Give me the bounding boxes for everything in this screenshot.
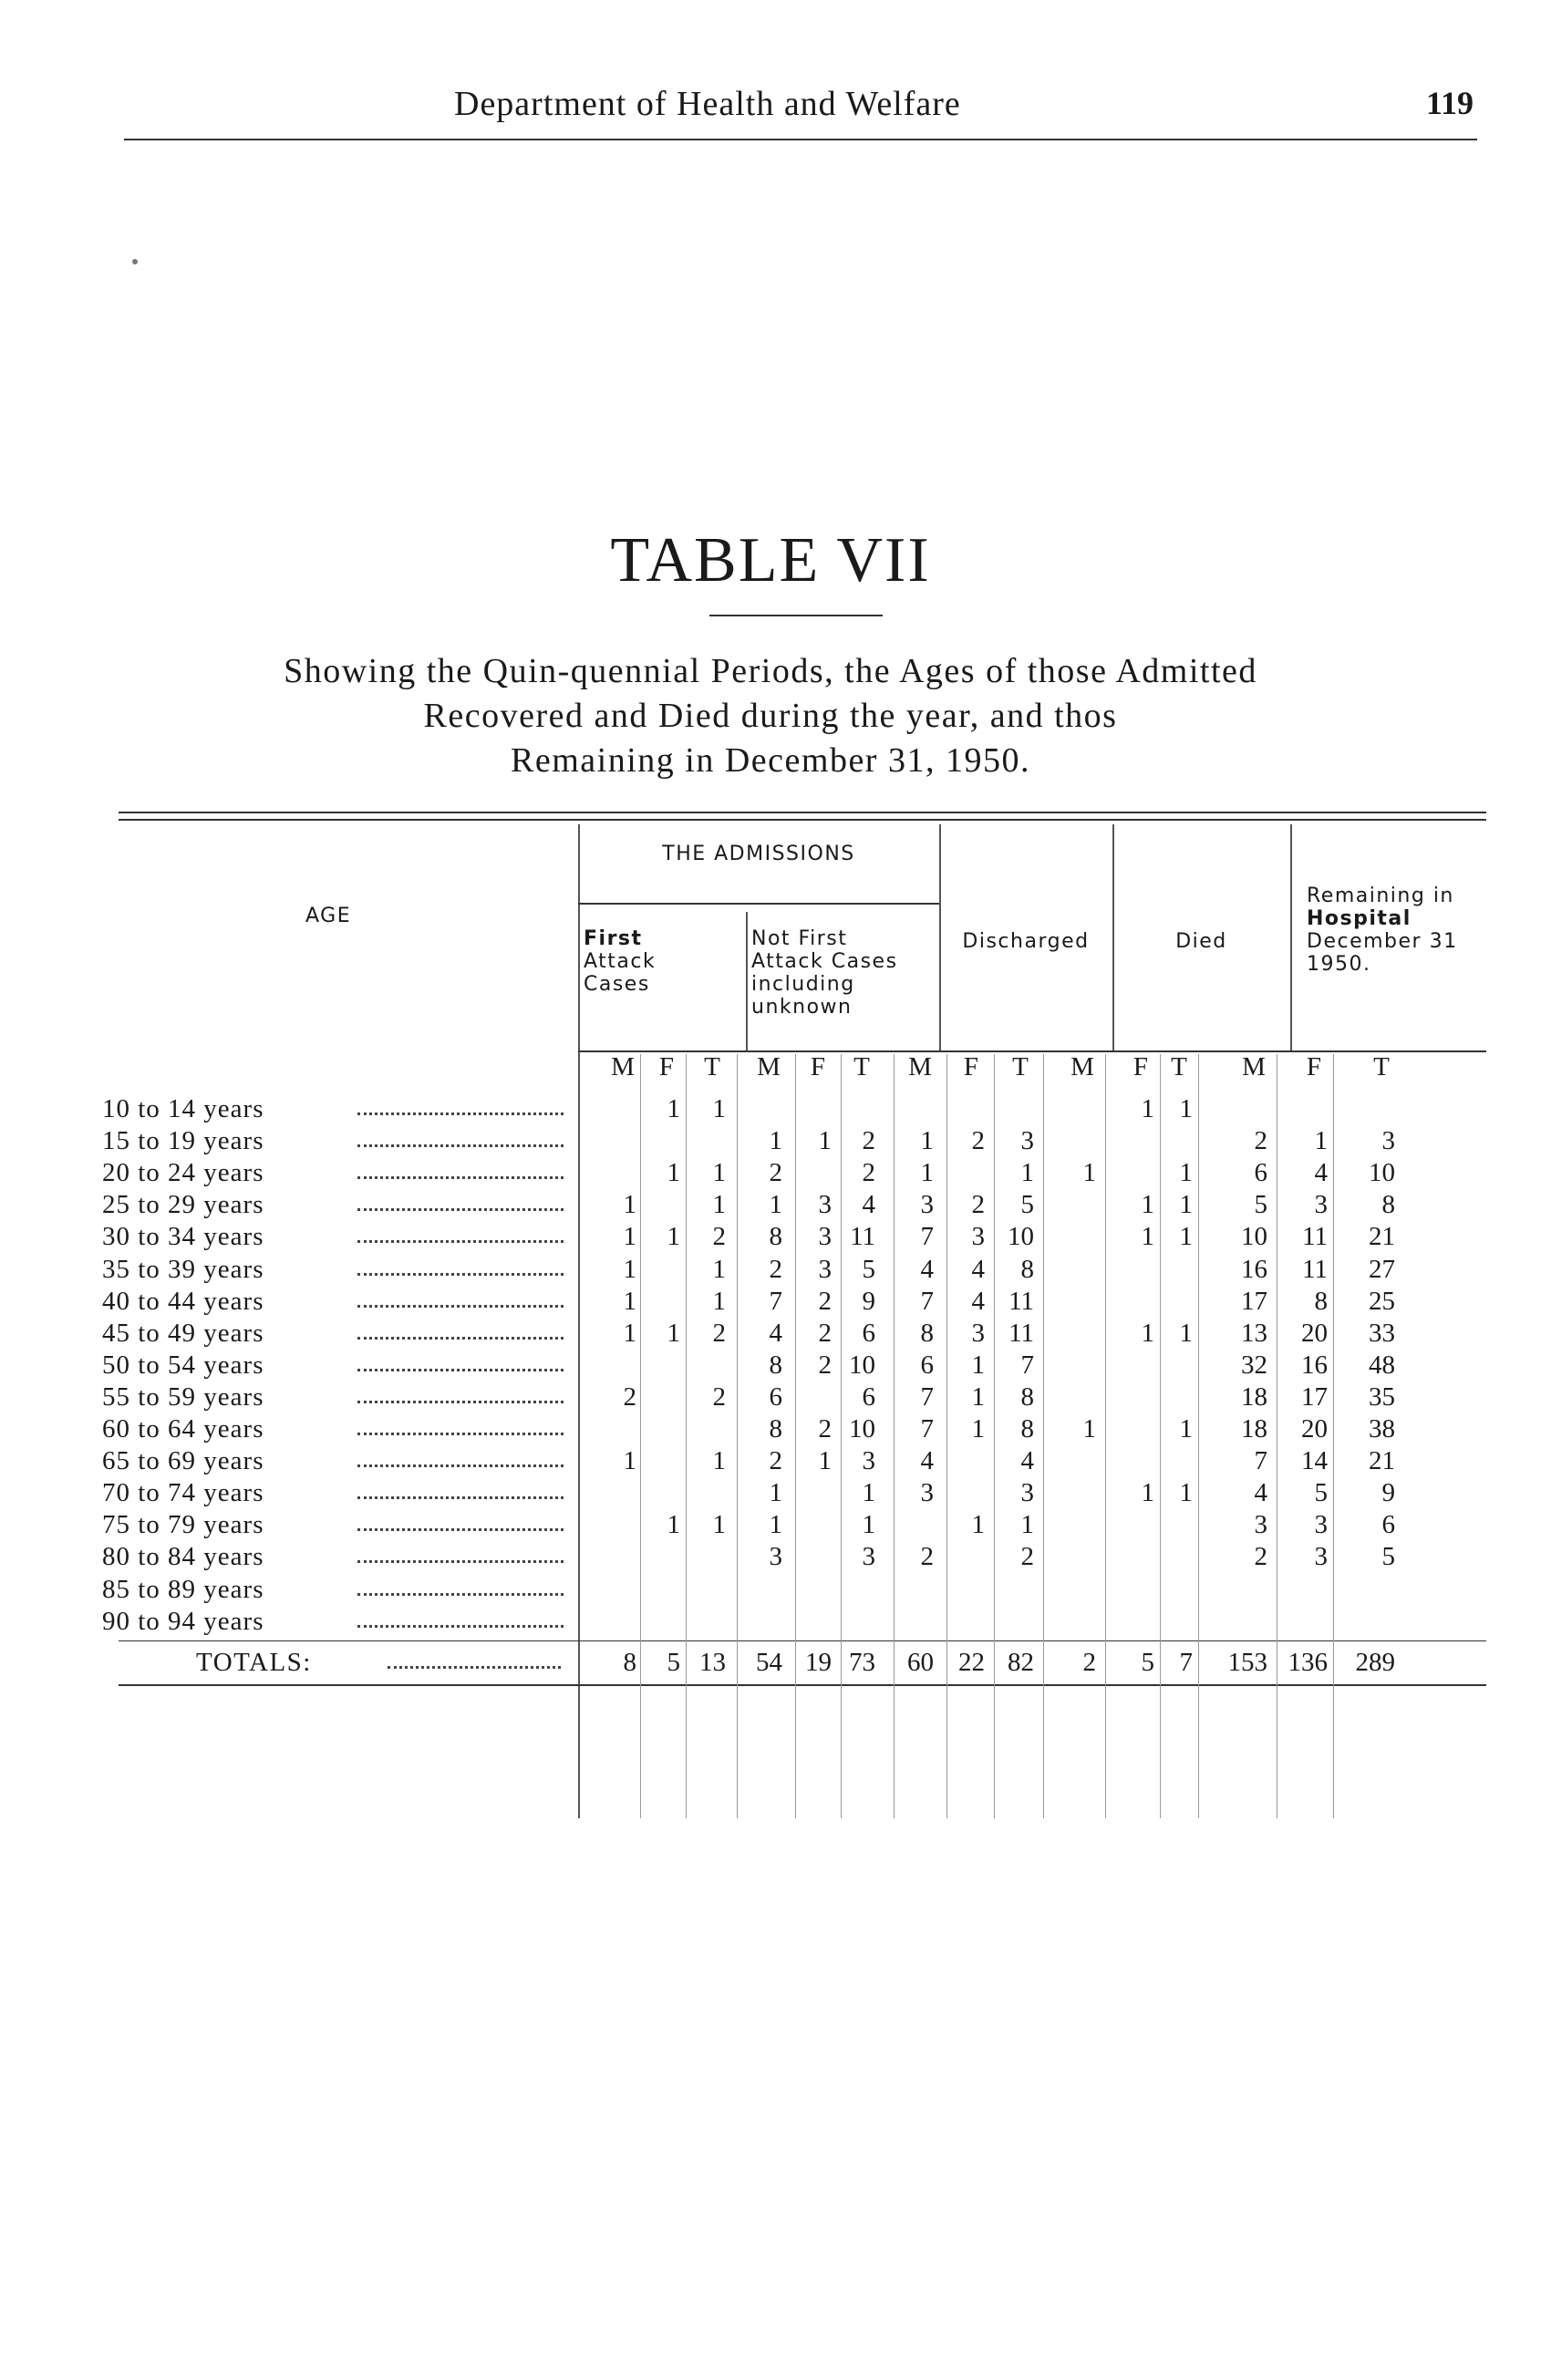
table-cell: 8	[1381, 1190, 1395, 1220]
table-cell: 7	[1254, 1446, 1267, 1476]
table-cell: 2	[623, 1381, 636, 1412]
table-cell: 2	[712, 1381, 726, 1412]
table-cell: 20	[1301, 1414, 1328, 1444]
table-cell: 2	[1254, 1542, 1267, 1572]
dot-leader	[357, 1593, 564, 1596]
table-cell: 6	[1254, 1158, 1267, 1188]
table-cell: 1	[712, 1510, 726, 1540]
table-cell: 3	[862, 1446, 875, 1476]
age-range: 55 to 59 years	[102, 1381, 264, 1412]
dot-leader	[357, 1240, 564, 1243]
table-cell: 3	[1314, 1542, 1328, 1572]
table-cell: 8	[1020, 1414, 1034, 1444]
age-range: 70 to 74 years	[102, 1478, 264, 1508]
died-header: Died	[1175, 930, 1227, 953]
table-cell: 21	[1369, 1446, 1395, 1476]
table-cell: 5	[1314, 1478, 1328, 1508]
table-cell: 1	[712, 1254, 726, 1284]
totals-cell: 2	[1082, 1647, 1096, 1677]
table-cell: 2	[769, 1254, 782, 1284]
table-cell: 3	[920, 1478, 934, 1508]
totals-cell: 22	[958, 1647, 985, 1677]
totals-label: TOTALS:	[196, 1647, 312, 1677]
age-range: 10 to 14 years	[102, 1094, 264, 1123]
table-cell: 16	[1241, 1254, 1267, 1284]
table-cell: 5	[1381, 1542, 1395, 1572]
table-cell: 4	[1020, 1446, 1034, 1476]
table-cell: 7	[920, 1222, 934, 1252]
table-cell: 1	[623, 1254, 636, 1284]
table-cell: 1	[1020, 1510, 1034, 1540]
age-header: AGE	[305, 905, 352, 927]
table-cell: 3	[1381, 1126, 1395, 1156]
dot-leader	[357, 1208, 564, 1211]
totals-cell: 60	[907, 1647, 934, 1677]
page-number: 119	[1425, 85, 1474, 121]
table-cell: 1	[862, 1510, 875, 1540]
table-cell: 1	[712, 1094, 726, 1123]
discharged-header: Discharged	[962, 930, 1090, 953]
table-cell: 2	[971, 1126, 985, 1156]
table-cell: 25	[1369, 1286, 1395, 1316]
table-cell: 1	[712, 1446, 726, 1476]
subheader-cell: F	[1306, 1052, 1322, 1081]
age-range: 85 to 89 years	[102, 1574, 264, 1604]
table-cell: 1	[712, 1286, 726, 1316]
age-range: 40 to 44 years	[102, 1286, 264, 1316]
dot-leader	[357, 1369, 564, 1371]
table-cell: 3	[1314, 1510, 1328, 1540]
table-cell: 21	[1369, 1222, 1395, 1252]
dot-leader	[357, 1625, 564, 1628]
table-cell: 48	[1369, 1350, 1395, 1380]
table-cell: 11	[1008, 1286, 1034, 1316]
dot-leader	[357, 1496, 564, 1499]
table-cell: 10	[849, 1414, 875, 1444]
column-rule	[1333, 1054, 1334, 1818]
table-cell: 6	[769, 1381, 782, 1412]
table-cell: 1	[920, 1126, 934, 1156]
table-cell: 8	[1020, 1381, 1034, 1412]
table-cell: 8	[769, 1222, 782, 1252]
title-underline	[709, 615, 883, 616]
totals-cell: 82	[1008, 1647, 1034, 1677]
age-range: 75 to 79 years	[102, 1510, 264, 1540]
table-cell: 1	[1141, 1222, 1154, 1252]
table-cell: 1	[1141, 1478, 1154, 1508]
table-cell: 4	[1314, 1158, 1328, 1188]
subheader-cell: T	[1012, 1052, 1029, 1081]
age-range: 50 to 54 years	[102, 1350, 264, 1380]
table-cell: 1	[1141, 1318, 1154, 1348]
totals-cell: 289	[1355, 1647, 1395, 1677]
table-cell: 8	[769, 1414, 782, 1444]
table-cell: 11	[850, 1222, 875, 1252]
age-range: 90 to 94 years	[102, 1606, 264, 1636]
table-cell: 17	[1241, 1286, 1267, 1316]
dot-leader	[357, 1305, 564, 1308]
admissions-underline	[578, 903, 939, 905]
table-cell: 10	[1369, 1158, 1395, 1188]
table-cell: 3	[920, 1190, 934, 1220]
table-cell: 18	[1241, 1414, 1267, 1444]
col-divider-died	[1290, 824, 1292, 1052]
table-cell: 1	[1082, 1158, 1096, 1188]
age-range: 20 to 24 years	[102, 1158, 264, 1188]
column-rule	[994, 1054, 995, 1818]
totals-cell: 136	[1288, 1647, 1328, 1677]
table-cell: 1	[971, 1414, 985, 1444]
subheader-cell: F	[810, 1052, 826, 1081]
age-range: 45 to 49 years	[102, 1318, 264, 1348]
column-rule	[1198, 1054, 1199, 1818]
subheader-cell: T	[704, 1052, 720, 1081]
dot-leader	[357, 1144, 564, 1147]
statistics-table: AGE THE ADMISSIONS First Attack Cases Not First Attack Cases including unknown Discharged Died Remaining in Hospital December 31 1950. M F T M F T M F T M F T M F T 10 to 14 years 1 1 1 1 15 to 19 years 1 1 2 1 2 3 2 1 3 20 to 24 years 1 1 2 2 1 1 1 1 6 4 10 25 to 29 years 1 1 1 3 4 3 2 5 1 1 5 3 8 30 to 34 years 1 1 2 8 3 11 7 3 10 1 1 10 11 21 35 to 39 years 1 1 2 3 5 4 4 8 16 11 27 40 to 44 years 1 1 7 2 9 7 4 11 17 8 25 45 to 49 years 1 1 2 4 2 6 8 3 11 1 1 13 20 33 50 to 54 years 8 2 10 6 1 7 32 16 48 55 to 59 years 2 2 6 6 7 1 8 18 17 35 60 to 64 years 8 2 10 7 1 8 1 1 18 20 38 65 to 69 years 1 1 2 1 3 4 4 7 14 21 70 to 74 years 1 1 3 3 1 1 4 5 9 75 to 79 years 1 1 1 1 1 1 3 3 6 80 to 84 years 3 3 2 2 2 3 5 85 to 89 years 90 to 94 years TOTALS: 8 5 13 54 19 73 60 22 82 2 5 7 153 136 289	[91, 802, 1486, 1678]
table-cell: 1	[769, 1126, 782, 1156]
subheader-cell: M	[1242, 1052, 1266, 1081]
column-rule	[894, 1054, 895, 1818]
subtitle-line-2: Recovered and Died during the year, and thos	[423, 697, 1118, 735]
speck-mark	[132, 259, 138, 264]
table-subtitle	[0, 649, 1541, 783]
table-cell: 1	[623, 1190, 636, 1220]
column-rule	[946, 1054, 947, 1818]
table-cell: 1	[1179, 1158, 1193, 1188]
table-cell: 3	[769, 1542, 782, 1572]
totals-cell: 73	[849, 1647, 875, 1677]
dot-leader	[357, 1401, 564, 1403]
table-cell: 7	[920, 1286, 934, 1316]
column-rule	[1105, 1054, 1106, 1818]
table-cell: 1	[623, 1318, 636, 1348]
table-cell: 2	[818, 1318, 832, 1348]
subtitle-line-3: Remaining in December 31, 1950.	[511, 741, 1030, 780]
table-cell: 1	[769, 1478, 782, 1508]
table-cell: 1	[1141, 1094, 1154, 1123]
table-cell: 1	[1179, 1094, 1193, 1123]
table-cell: 3	[971, 1318, 985, 1348]
table-cell: 4	[971, 1254, 985, 1284]
table-cell: 1	[971, 1510, 985, 1540]
table-cell: 8	[1314, 1286, 1328, 1316]
table-cell: 1	[1141, 1190, 1154, 1220]
totals-cell: 5	[667, 1647, 680, 1677]
table-cell: 2	[862, 1126, 875, 1156]
table-cell: 8	[1020, 1254, 1034, 1284]
table-cell: 3	[862, 1542, 875, 1572]
table-cell: 16	[1301, 1350, 1328, 1380]
subheader-cell: M	[908, 1052, 932, 1081]
table-cell: 27	[1369, 1254, 1395, 1284]
table-cell: 8	[920, 1318, 934, 1348]
table-cell: 33	[1369, 1318, 1395, 1348]
table-cell: 1	[712, 1190, 726, 1220]
table-cell: 9	[862, 1286, 875, 1316]
table-title: TABLE VII	[610, 525, 931, 595]
table-top-rule	[119, 812, 1486, 813]
table-cell: 32	[1241, 1350, 1267, 1380]
table-cell: 5	[862, 1254, 875, 1284]
table-cell: 2	[712, 1222, 726, 1252]
table-cell: 1	[818, 1126, 832, 1156]
dot-leader	[357, 1464, 564, 1467]
dot-leader	[357, 1560, 564, 1563]
column-rule	[841, 1054, 842, 1818]
table-cell: 5	[1020, 1190, 1034, 1220]
table-cell: 3	[1254, 1510, 1267, 1540]
table-cell: 1	[667, 1094, 680, 1123]
department-name: Department of Health and Welfare	[454, 85, 961, 123]
table-cell: 6	[1381, 1510, 1395, 1540]
table-cell: 2	[971, 1190, 985, 1220]
admissions-header: THE ADMISSIONS	[662, 843, 855, 865]
table-cell: 1	[667, 1318, 680, 1348]
subheader-cell: M	[1070, 1052, 1094, 1081]
table-cell: 1	[1179, 1318, 1193, 1348]
table-cell: 2	[769, 1158, 782, 1188]
table-cell: 1	[818, 1446, 832, 1476]
age-range: 35 to 39 years	[102, 1254, 264, 1284]
table-cell: 1	[1314, 1126, 1328, 1156]
subheader-cell: M	[611, 1052, 635, 1081]
totals-cell: 54	[756, 1647, 782, 1677]
table-cell: 4	[1254, 1478, 1267, 1508]
column-rule	[1043, 1054, 1044, 1818]
table-cell: 2	[818, 1414, 832, 1444]
table-cell: 2	[818, 1286, 832, 1316]
table-cell: 7	[1020, 1350, 1034, 1380]
table-cell: 14	[1301, 1446, 1328, 1476]
table-cell: 1	[769, 1190, 782, 1220]
table-cell: 2	[818, 1350, 832, 1380]
table-cell: 3	[1314, 1190, 1328, 1220]
table-cell: 20	[1301, 1318, 1328, 1348]
table-cell: 1	[1020, 1158, 1034, 1188]
table-cell: 3	[1020, 1478, 1034, 1508]
table-cell: 1	[971, 1381, 985, 1412]
table-cell: 1	[667, 1158, 680, 1188]
table-cell: 7	[769, 1286, 782, 1316]
totals-cell: 13	[699, 1647, 726, 1677]
dot-leader	[388, 1666, 561, 1669]
age-range: 60 to 64 years	[102, 1414, 264, 1444]
table-cell: 4	[920, 1446, 934, 1476]
dot-leader	[357, 1433, 564, 1435]
table-cell: 3	[818, 1222, 832, 1252]
table-cell: 3	[971, 1222, 985, 1252]
subheader-cell: M	[757, 1052, 781, 1081]
dot-leader	[357, 1337, 564, 1340]
table-cell: 6	[862, 1318, 875, 1348]
table-cell: 1	[712, 1158, 726, 1188]
dot-leader	[357, 1528, 564, 1531]
table-cell: 1	[623, 1286, 636, 1316]
table-cell: 2	[862, 1158, 875, 1188]
totals-cell: 7	[1179, 1647, 1193, 1677]
totals-cell: 19	[805, 1647, 832, 1677]
table-cell: 8	[769, 1350, 782, 1380]
table-cell: 2	[1254, 1126, 1267, 1156]
totals-cell: 8	[623, 1647, 636, 1677]
table-cell: 11	[1302, 1222, 1328, 1252]
table-cell: 3	[1020, 1126, 1034, 1156]
table-cell: 1	[862, 1478, 875, 1508]
column-rule	[686, 1054, 687, 1818]
table-cell: 10	[849, 1350, 875, 1380]
table-cell: 5	[1254, 1190, 1267, 1220]
table-cell: 1	[1179, 1190, 1193, 1220]
table-cell: 4	[769, 1318, 782, 1348]
table-cell: 6	[862, 1381, 875, 1412]
column-rule	[737, 1054, 738, 1818]
table-cell: 13	[1241, 1318, 1267, 1348]
table-cell: 1	[920, 1158, 934, 1188]
table-cell: 38	[1369, 1414, 1395, 1444]
subheader-cell: F	[963, 1052, 979, 1081]
age-range: 25 to 29 years	[102, 1190, 264, 1220]
table-cell: 3	[818, 1190, 832, 1220]
dot-leader	[357, 1273, 564, 1276]
table-cell: 1	[1082, 1414, 1096, 1444]
table-cell: 7	[920, 1414, 934, 1444]
table-cell: 1	[1179, 1222, 1193, 1252]
totals-cell: 5	[1141, 1647, 1154, 1677]
totals-top-rule	[119, 1640, 1486, 1642]
subtitle-line-1: Showing the Quin-quennial Periods, the Ages of those Admitted	[284, 652, 1257, 690]
table-bottom-rule	[119, 1684, 1486, 1686]
age-range: 15 to 19 years	[102, 1126, 264, 1156]
table-cell: 11	[1302, 1254, 1328, 1284]
table-cell: 10	[1008, 1222, 1034, 1252]
dot-leader	[357, 1112, 564, 1115]
table-cell: 7	[920, 1381, 934, 1412]
table-cell: 9	[1381, 1478, 1395, 1508]
table-cell: 1	[667, 1510, 680, 1540]
dot-leader	[357, 1176, 564, 1179]
table-cell: 17	[1301, 1381, 1328, 1412]
totals-cell: 153	[1227, 1647, 1267, 1677]
column-rule	[1160, 1054, 1161, 1818]
subheader-cell: T	[1171, 1052, 1187, 1081]
table-cell: 6	[920, 1350, 934, 1380]
col-divider-first-attack	[746, 912, 748, 1052]
table-cell: 1	[971, 1350, 985, 1380]
age-range: 30 to 34 years	[102, 1222, 264, 1252]
table-cell: 4	[920, 1254, 934, 1284]
table-cell: 10	[1241, 1222, 1267, 1252]
table-cell: 18	[1241, 1381, 1267, 1412]
column-rule	[640, 1054, 641, 1818]
subheader-cell: T	[853, 1052, 870, 1081]
table-cell: 2	[769, 1446, 782, 1476]
table-cell: 4	[862, 1190, 875, 1220]
table-cell: 35	[1369, 1381, 1395, 1412]
age-range: 65 to 69 years	[102, 1446, 264, 1476]
table-cell: 3	[818, 1254, 832, 1284]
table-cell: 2	[712, 1318, 726, 1348]
table-cell: 4	[971, 1286, 985, 1316]
table-top-rule-2	[119, 819, 1486, 821]
table-cell: 1	[623, 1222, 636, 1252]
table-cell: 1	[1179, 1478, 1193, 1508]
subheader-cell: F	[658, 1052, 675, 1081]
table-cell: 1	[1179, 1414, 1193, 1444]
age-range: 80 to 84 years	[102, 1542, 264, 1572]
table-cell: 1	[667, 1222, 680, 1252]
table-cell: 11	[1008, 1318, 1034, 1348]
table-cell: 1	[623, 1446, 636, 1476]
column-rule	[795, 1054, 796, 1818]
page-header	[124, 84, 1477, 140]
table-cell: 2	[1020, 1542, 1034, 1572]
table-cell: 1	[769, 1510, 782, 1540]
subheader-cell: F	[1132, 1052, 1149, 1081]
subheader-cell: T	[1373, 1052, 1390, 1081]
table-cell: 2	[920, 1542, 934, 1572]
